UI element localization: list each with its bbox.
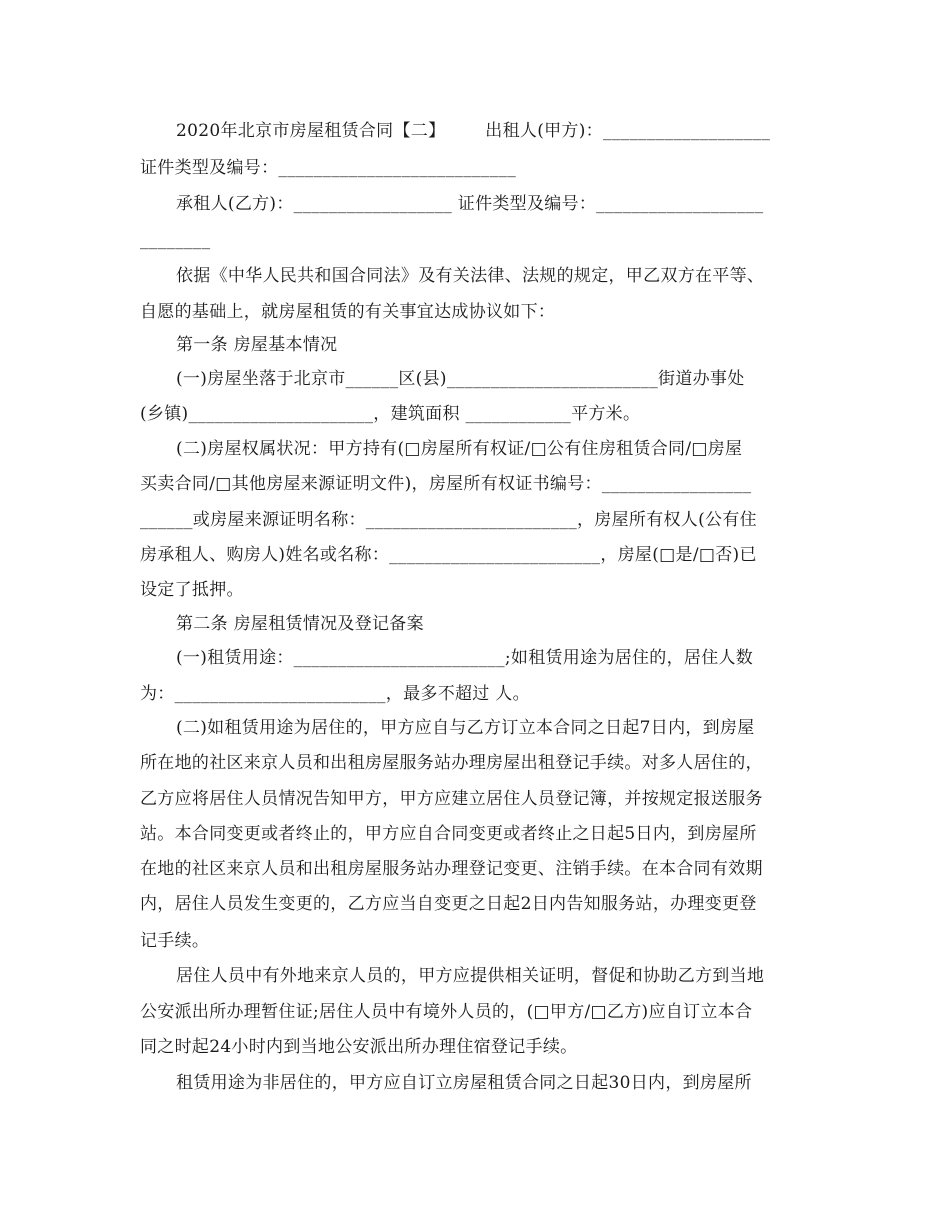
text-line: 所在地的社区来京人员和出租房屋服务站办理房屋出租登记手续。对多人居住的，: [140, 753, 763, 773]
text-line: (乡镇)_____________________，建筑面积 ____________平方米。: [140, 404, 641, 424]
section-heading: 第二条 房屋租赁情况及登记备案: [176, 614, 424, 634]
text-line: 租赁用途为非居住的，甲方应自订立房屋租赁合同之日起30日内，到房屋所: [176, 1073, 752, 1093]
text-line: (一)租赁用途：________________________;如租赁用途为居住的，居住人数: [176, 648, 754, 668]
text-line: 设定了抵押。: [140, 580, 244, 600]
text-line: (二)如租赁用途为居住的，甲方应自与乙方订立本合同之日起7日内，到房屋: [176, 718, 755, 738]
text-line: 内，居住人员发生变更的，乙方应当自变更之日起2日内告知服务站，办理变更登: [140, 894, 757, 914]
text-line: 居住人员中有外地来京人员的，甲方应提供相关证明，督促和协助乙方到当地: [176, 966, 765, 986]
text-line: 公安派出所办理暂住证;居住人员中有境外人员的，(□甲方/□乙方)应自订立本合: [140, 1002, 753, 1022]
text-line: 自愿的基础上，就房屋租赁的有关事宜达成协议如下：: [140, 302, 556, 322]
text-line: 证件类型及编号：___________________________: [140, 158, 516, 178]
text-line: 在地的社区来京人员和出租房屋服务站办理登记变更、注销手续。在本合同有效期: [140, 859, 763, 879]
text-line: 承租人(乙方)：__________________ 证件类型及编号：___________________: [176, 194, 764, 214]
text-line: 同之时起24小时内到当地公安派出所办理住宿登记手续。: [140, 1037, 578, 1057]
text-line: 记手续。: [140, 931, 210, 951]
text-line: ________: [140, 230, 211, 250]
text-line: 房承租人、购房人)姓名或名称：________________________，房屋(□是/□否)已: [140, 545, 757, 565]
text-line: 站。本合同变更或者终止的，甲方应自合同变更或者终止之日起5日内，到房屋所: [140, 824, 757, 844]
text-line: 为：________________________，最多不超过 人。: [140, 684, 530, 704]
text-line: 依据《中华人民共和国合同法》及有关法律、法规的规定，甲乙双方在平等、: [176, 266, 765, 286]
text-line: (一)房屋坐落于北京市______区(县)________________________街道办事处: [176, 369, 745, 389]
text-line: 买卖合同/□其他房屋来源证明文件)，房屋所有权证书编号：_________________: [140, 474, 752, 494]
text-line: 乙方应将居住人员情况告知甲方，甲方应建立居住人员登记簿，并按规定报送服务: [140, 789, 763, 809]
text-line: (二)房屋权属状况：甲方持有(□房屋所有权证/□公有住房租赁合同/□房屋: [176, 439, 743, 459]
text-line: ______或房屋来源证明名称：________________________，房屋所有权人(公有住: [140, 510, 757, 530]
section-heading: 第一条 房屋基本情况: [176, 335, 338, 355]
contract-title-line: 2020年北京市房屋租赁合同【二】 出租人(甲方)：___________________: [176, 121, 771, 141]
